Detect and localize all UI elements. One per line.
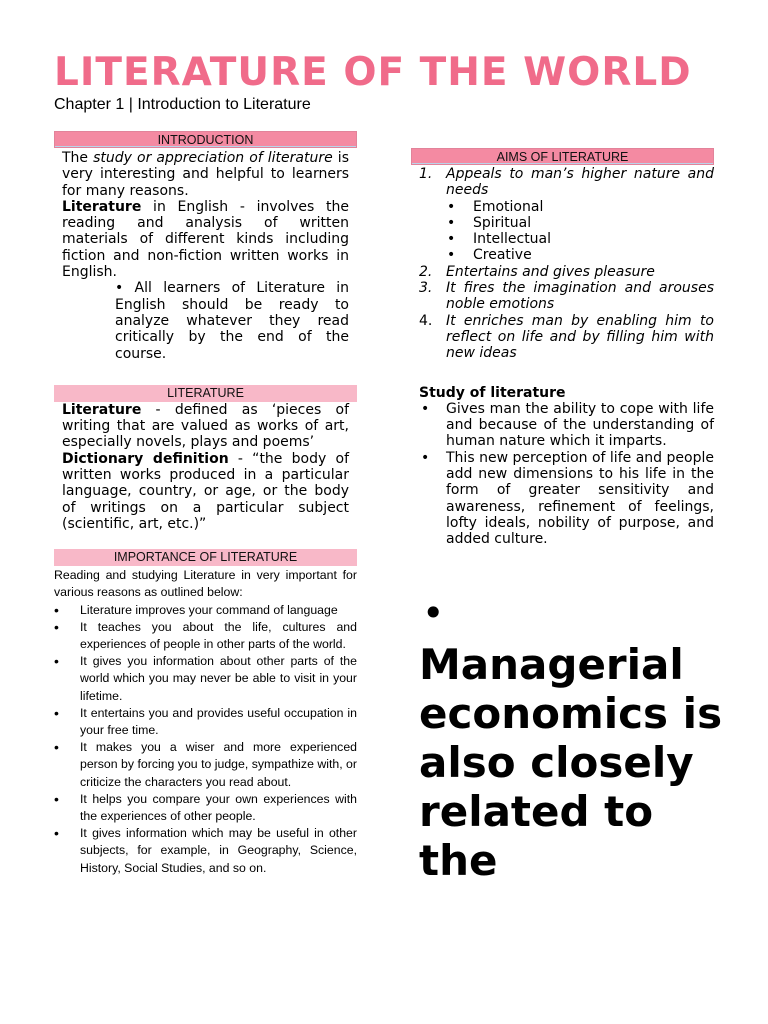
introduction-heading: INTRODUCTION — [54, 131, 357, 148]
intro-italic-text: study or appreciation of literature — [93, 150, 333, 166]
list-item — [411, 280, 714, 313]
list-item: • It makes you a wiser and more experienced person by forcing you to judge, sympathize with, or criticize the characters you read about. — [54, 739, 357, 791]
introduction-section — [54, 150, 357, 362]
dictionary-def-term: Dictionary definition — [62, 450, 229, 467]
chapter-subtitle: Chapter 1 | Introduction to Literature — [54, 96, 311, 113]
page-title: LITERATURE OF THE WORLD — [54, 50, 692, 95]
list-item: • It helps you compare your own experiences with the experiences of other people. — [54, 791, 357, 825]
importance-list — [54, 602, 357, 877]
importance-intro: Reading and studying Literature in very important for various reasons as outlined below: — [54, 568, 357, 600]
list-item — [411, 313, 714, 362]
list-item: • This new perception of life and people add new dimensions to his life in the form of greater sensitivity and awareness, refinement of feelings, lofty ideals, nobility of purpose, and added culture. — [411, 450, 714, 548]
aims-list — [411, 166, 714, 362]
intro-paragraph — [62, 150, 349, 199]
aim-text: Entertains and gives pleasure — [446, 263, 655, 280]
literature-english-text: in English - involves the reading and analysis of written materials of different kinds including fiction and non-fiction written works in English. — [62, 198, 349, 281]
list-item: • Emotional — [411, 199, 714, 215]
list-item: • It gives information which may be useful in other subjects, for example, in Geography, Science, History, Social Studies, and so on. — [54, 825, 357, 877]
literature-section — [54, 402, 357, 532]
literature-def-term: Literature — [62, 401, 142, 418]
list-item: • Intellectual — [411, 231, 714, 247]
dictionary-def-text: - “the body of written works produced in a particular language, country, or age, or the body of writings on a particular subject (scientific, art, etc.)” — [62, 450, 349, 532]
list-item: • It teaches you about the life, cultures and experiences of people in other parts of the world. — [54, 619, 357, 653]
list-item: • It entertains you and provides useful occupation in your free time. — [54, 705, 357, 739]
aim-text: It fires the imagination and arouses noble emotions — [446, 280, 714, 313]
intro-text-end: is very interesting and helpful to learners for many reasons. — [62, 150, 349, 199]
aim-text: It enriches man by enabling him to reflect on life and by filling him with new ideas — [446, 312, 714, 362]
list-number: 1. — [419, 166, 433, 182]
list-item: • It gives you information about other parts of the world which you may never be able to visit in your lifetime. — [54, 653, 357, 705]
needs-sublist — [411, 199, 714, 264]
list-item — [411, 264, 714, 280]
importance-section — [54, 567, 357, 877]
list-item: • Spiritual — [411, 215, 714, 231]
literature-heading: LITERATURE — [54, 385, 357, 402]
literature-def-text: - defined as ‘pieces of writing that are valued as works of art, especially novels, plays and poems’ — [62, 401, 349, 451]
dictionary-definition — [62, 451, 349, 532]
learners-bullet: • All learners of Literature in English should be ready to analyze whatever they read critically by the end of the course. — [115, 280, 349, 362]
literature-definition — [62, 402, 349, 451]
intro-text: The — [62, 150, 94, 166]
list-item: • Literature improves your command of language — [54, 602, 357, 619]
list-item — [411, 166, 714, 264]
study-list — [411, 401, 714, 548]
right-column — [411, 148, 714, 548]
large-bullet: • — [422, 591, 445, 635]
importance-heading: IMPORTANCE OF LITERATURE — [54, 549, 357, 566]
study-heading: Study of literature — [419, 384, 566, 401]
aim-text: Appeals to man’s higher nature and needs — [446, 166, 714, 199]
list-item: • Gives man the ability to cope with life and because of the understanding of human nature which it imparts. — [411, 401, 714, 450]
literature-english-paragraph — [62, 199, 349, 280]
literature-term: Literature — [62, 198, 142, 215]
list-number: 3. — [419, 280, 433, 297]
list-number: 4. — [419, 312, 433, 329]
list-number: 2. — [419, 263, 433, 280]
left-column — [54, 131, 357, 877]
list-item: • Creative — [411, 247, 714, 263]
aims-heading: AIMS OF LITERATURE — [411, 148, 714, 165]
managerial-economics-text: Managerial economics is also closely related to the — [419, 640, 723, 885]
